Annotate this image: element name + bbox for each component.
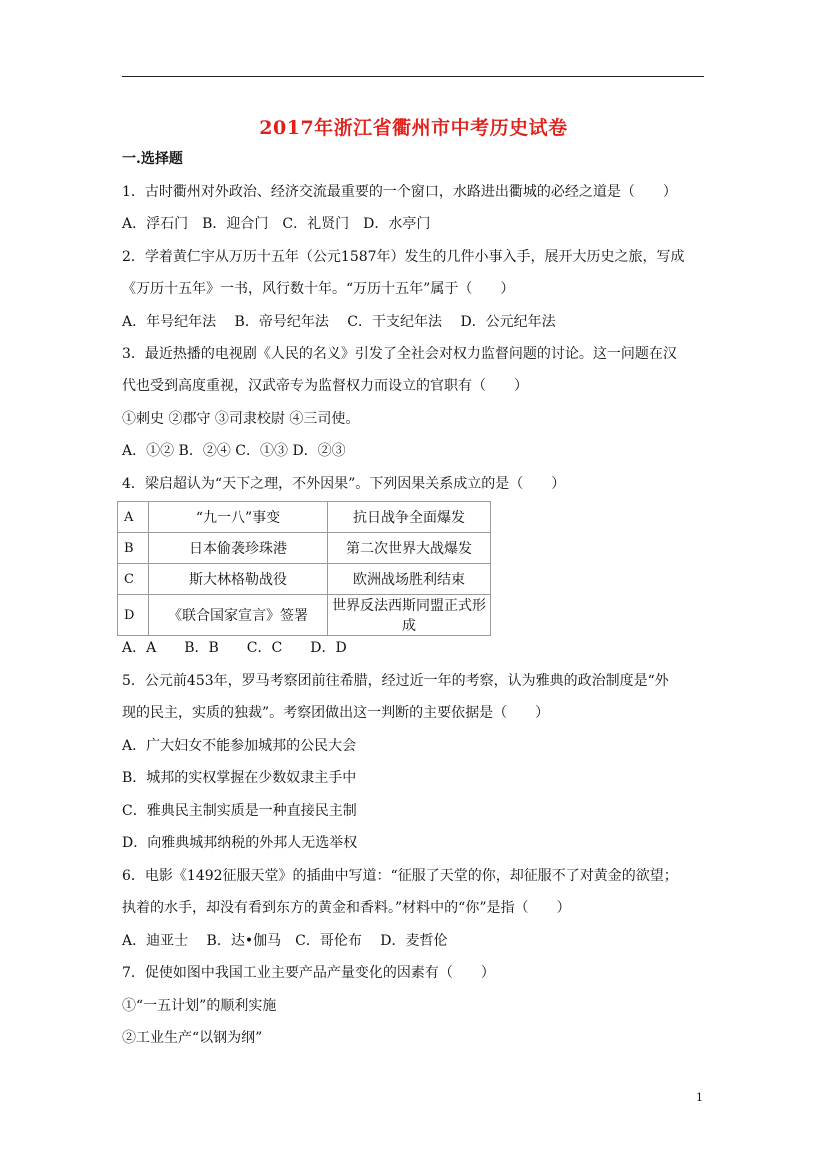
q5-option-d: D．向雅典城邦纳税的外邦人无选举权 [122,835,358,851]
q5-option-b: B．城邦的实权掌握在少数奴隶主手中 [122,770,357,786]
table-cell: D [118,595,149,636]
page-number: 1 [696,1091,703,1104]
table-row [118,564,491,595]
table-cell: C [118,564,149,595]
q2-stem-line1: 2．学着黄仁宇从万历十五年（公元1587年）发生的几件小事入手，展开大历史之旅，写成 [122,249,685,265]
q7-item-2: ②工业生产“以钢为纲” [122,1030,263,1046]
q5-option-c: C．雅典民主制实质是一种直接民主制 [122,803,357,819]
table-cell: 斯大林格勒战役 [149,564,328,595]
q4-stem: 4．梁启超认为“天下之理，不外因果”。下列因果关系成立的是（ ） [122,476,566,492]
q5-stem-line2: 现的民主，实质的独裁”。考察团做出这一判断的主要依据是（ ） [122,705,550,721]
header-rule [122,76,704,77]
table-cell: 第二次世界大战爆发 [328,533,491,564]
q5-option-a: A．广大妇女不能参加城邦的公民大会 [122,738,357,754]
table-row [118,595,491,636]
table-cell: B [118,533,149,564]
q3-options: A．①② B．②④ C．①③ D．②③ [122,443,346,459]
q7-item-1: ①“一五计划”的顺利实施 [122,998,277,1014]
q3-stem-line2: 代也受到高度重视，汉武帝专为监督权力而设立的官职有（ ） [122,378,528,394]
q1-stem: 1．古时衢州对外政治、经济交流最重要的一个窗口，水路进出衢城的必经之道是（ ） [122,184,677,200]
table-cell: “九一八”事变 [149,502,328,533]
table-cell: A [118,502,149,533]
q7-stem: 7．促使如图中我国工业主要产品产量变化的因素有（ ） [122,965,495,981]
q6-options: A．迪亚士 B．达•伽马 C．哥伦布 D．麦哲伦 [122,933,448,949]
q6-stem-line1: 6．电影《1492征服天堂》的插曲中写道：“征服了天堂的你，却征服不了对黄金的欲望； [122,868,678,884]
table-cell: 抗日战争全面爆发 [328,502,491,533]
q1-options: A．浮石门 B．迎合门 C．礼贤门 D．水亭门 [122,216,431,232]
q5-stem-line1: 5．公元前453年，罗马考察团前往希腊，经过近一年的考察，认为雅典的政治制度是“外 [122,673,669,689]
page-title: 2017年浙江省衢州市中考历史试卷 [259,117,568,139]
q6-stem-line2: 执着的水手，却没有看到东方的黄金和香料。”材料中的“你”是指（ ） [122,900,571,916]
q4-table [117,501,491,636]
q3-items: ①刺史 ②郡守 ③司隶校尉 ④三司使。 [122,411,360,427]
table-row [118,502,491,533]
table-cell: 日本偷袭珍珠港 [149,533,328,564]
table-cell: 欧洲战场胜利结束 [328,564,491,595]
q2-options: A．年号纪年法 B．帝号纪年法 C．干支纪年法 D．公元纪年法 [122,314,556,330]
table-cell: 世界反法西斯同盟正式形成 [328,595,491,636]
q4-options: A．A B．B C．C D．D [122,640,347,656]
table-row [118,533,491,564]
q2-stem-line2: 《万历十五年》一书，风行数十年。“万历十五年”属于（ ） [122,281,515,297]
table-cell: 《联合国家宣言》签署 [149,595,328,636]
q3-stem-line1: 3．最近热播的电视剧《人民的名义》引发了全社会对权力监督问题的讨论。这一问题在汉 [122,346,677,362]
section-heading: 一.选择题 [122,151,183,167]
